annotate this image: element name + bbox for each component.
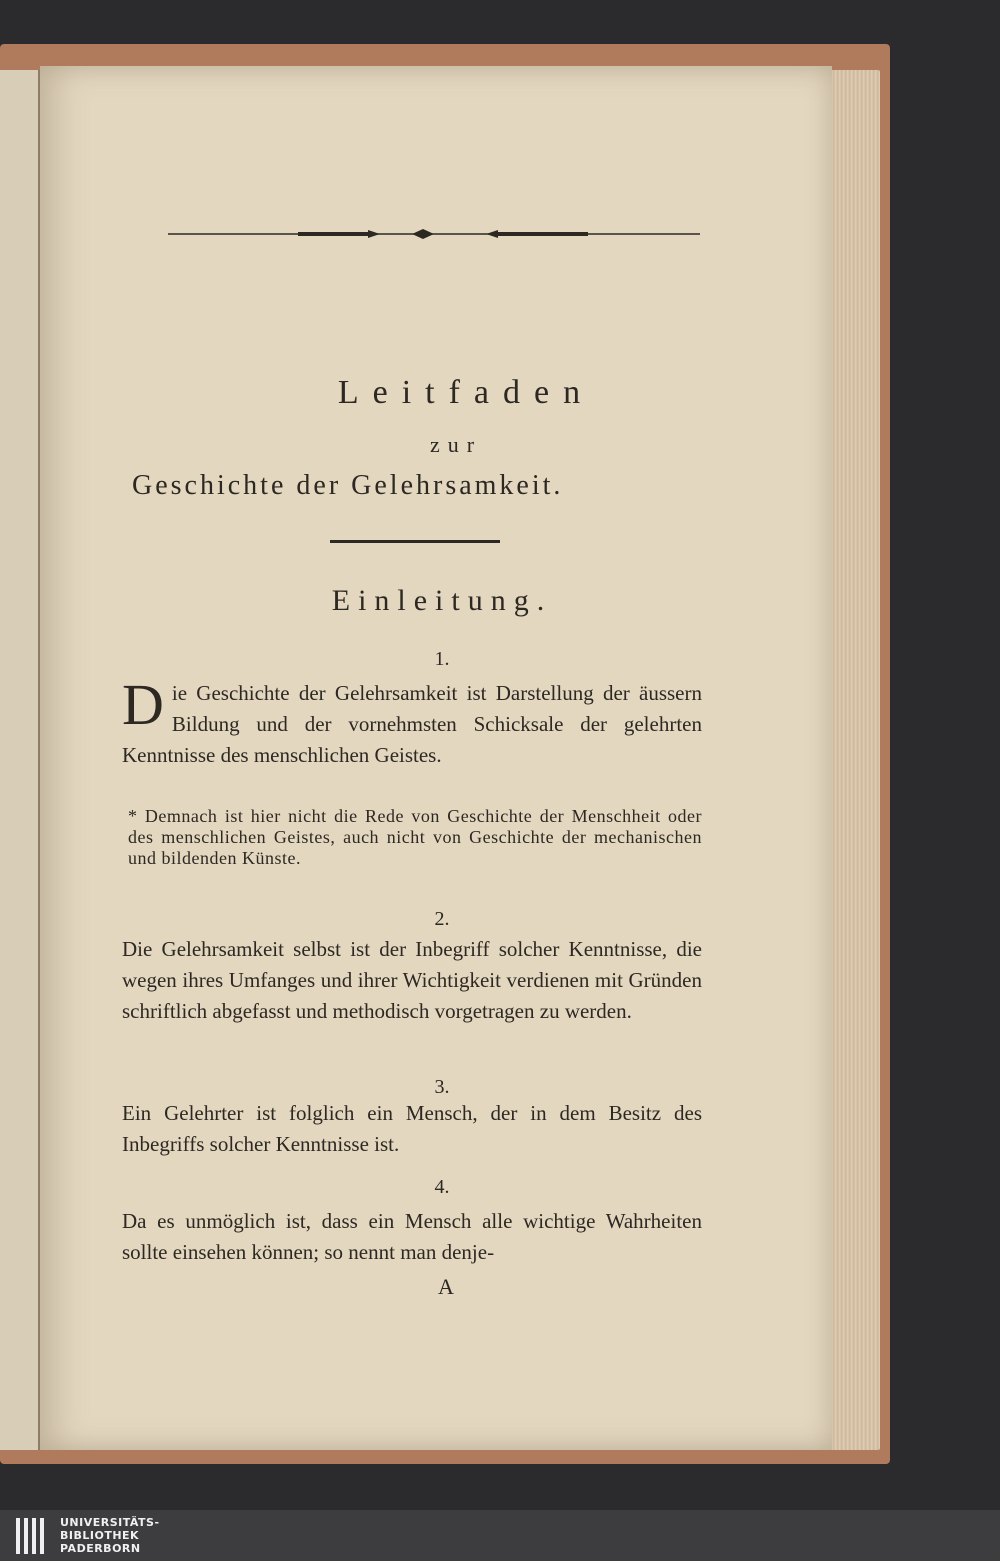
title-zur: zur xyxy=(429,432,483,457)
signature-mark: A xyxy=(438,1274,454,1299)
title-subtitle: Geschichte der Gelehrsamkeit. xyxy=(132,470,564,501)
section-number-4: 4. xyxy=(434,1176,450,1198)
paragraph-1 xyxy=(122,672,702,771)
book-page xyxy=(40,66,832,1450)
library-name xyxy=(60,1516,160,1555)
section-number-2: 2. xyxy=(434,908,450,930)
paragraph-4: Da es unmöglich ist, dass ein Mensch alle wichtige Wahrheiten sollte einsehen können; so nennt man denje- xyxy=(122,1209,702,1264)
paragraph-2: Die Gelehrsamkeit selbst ist der Inbegriff solcher Kenntnisse, die wegen ihres Umfanges und ihrer Wichtigkeit verdienen mit Gründen schriftlich abgefasst und methodisch vorgetragen zu werden. xyxy=(122,937,702,1023)
section-number-3: 3. xyxy=(434,1076,450,1098)
title-rule xyxy=(330,540,500,543)
paragraph-3: Ein Gelehrter ist folglich ein Mensch, der in dem Besitz des Inbegriffs solcher Kenntnisse ist. xyxy=(122,1101,702,1156)
drop-cap: D xyxy=(122,672,164,737)
library-name-line-1: UNIVERSITÄTS- xyxy=(60,1516,160,1529)
title-main: Leitfaden xyxy=(337,374,595,411)
left-page-edge xyxy=(0,70,40,1450)
section-number-1: 1. xyxy=(434,648,450,670)
library-logo-icon xyxy=(14,1516,48,1556)
library-name-line-3: PADERBORN xyxy=(60,1542,141,1555)
footnote-1: * Demnach ist hier nicht die Rede von Geschichte der Menschheit oder des menschlichen Geistes, auch nicht von Geschichte der mechanischen und bildenden Künste. xyxy=(128,806,702,868)
paragraph-1-text: ie Geschichte der Gelehrsamkeit ist Darstellung der äussern Bildung und der vornehmsten Schicksale der gelehrten Kenntnisse des menschlichen Geistes. xyxy=(122,681,702,767)
library-footer xyxy=(0,1510,1000,1561)
ornament-rule xyxy=(168,226,700,242)
library-name-line-2: BIBLIOTHEK xyxy=(60,1529,140,1542)
section-heading: Einleitung. xyxy=(331,584,553,617)
